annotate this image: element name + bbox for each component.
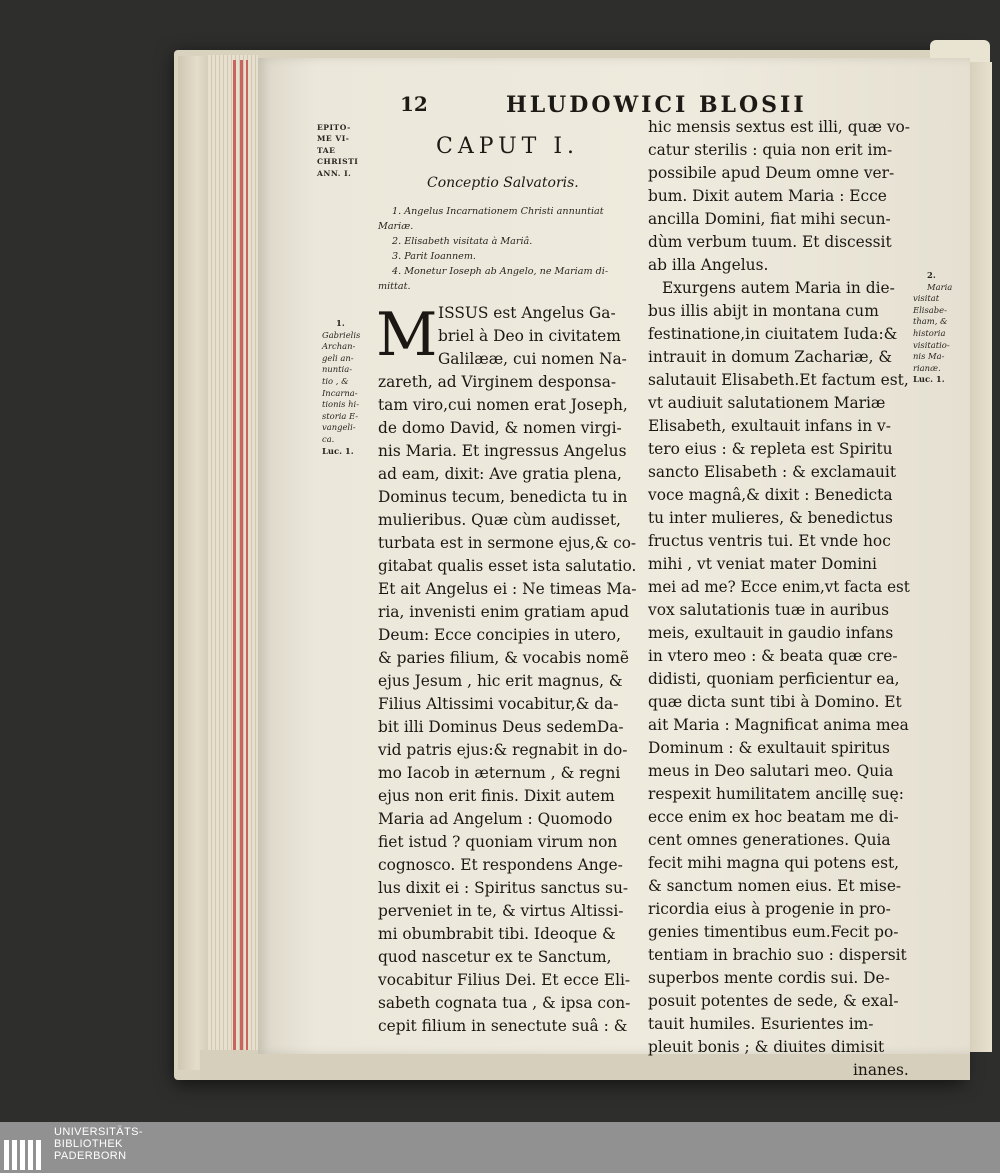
margin-note-line: tham, & <box>913 316 948 327</box>
summary-line: 4. Monetur Ioseph ab Angelo, ne Mariam di- <box>392 266 609 277</box>
text-line: Galilææ, cui nomen Na- <box>438 350 627 368</box>
text-line: Et ait Angelus ei : Ne timeas Ma- <box>378 580 637 598</box>
text-line: superbos mente cordis sui. De- <box>648 969 890 987</box>
text-line: hic mensis sextus est illi, quæ vo- <box>648 118 910 136</box>
text-line: inanes. <box>853 1061 909 1079</box>
margin-note-line: ca. <box>322 433 335 444</box>
text-line: meis, exultauit in gaudio infans <box>648 624 894 642</box>
text-line: Elisabeth, exultauit infans in v- <box>648 417 891 435</box>
text-line: in vtero meo : & beata quæ cre- <box>648 647 898 665</box>
margin-note-line: Archan- <box>322 341 356 352</box>
text-line: de domo David, & nomen virgi- <box>378 419 622 437</box>
text-line: quæ dicta sunt tibi à Domino. Et <box>648 693 902 711</box>
text-line: lus dixit ei : Spiritus sanctus su- <box>378 879 629 897</box>
text-line: festinatione,in ciuitatem Iuda:& <box>648 325 898 343</box>
text-line: tauit humiles. Esurientes im- <box>648 1015 874 1033</box>
text-line: & sanctum nomen eius. Et mise- <box>648 877 902 895</box>
summary-line: 3. Parit Ioannem. <box>392 251 476 262</box>
summary-line: Mariæ. <box>378 221 414 232</box>
margin-note-line: 2. <box>927 270 936 280</box>
text-line: fructus ventris tui. Et vnde hoc <box>648 532 891 550</box>
text-line: posuit potentes de sede, & exal- <box>648 992 899 1010</box>
text-line: catur sterilis : quia non erit im- <box>648 141 893 159</box>
summary-line: mittat. <box>378 281 411 292</box>
text-line: ab illa Angelus. <box>648 256 769 274</box>
text-line: dùm verbum tuum. Et discessit <box>648 233 892 251</box>
text-line: Filius Altissimi vocabitur,& da- <box>378 695 619 713</box>
text-line: quod nascetur ex te Sanctum, <box>378 948 612 966</box>
text-line: voce magnâ,& dixit : Benedicta <box>648 486 893 504</box>
running-head: HLUDOWICI BLOSII <box>506 92 807 118</box>
library-bars-icon <box>4 1126 48 1170</box>
text-line: ejus non erit finis. Dixit autem <box>378 787 615 805</box>
text-line: ad eam, dixit: Ave gratia plena, <box>378 465 622 483</box>
text-line: possibile apud Deum omne ver- <box>648 164 895 182</box>
margin-note-line: visitatio- <box>913 339 950 350</box>
text-line: nis Maria. Et ingressus Angelus <box>378 442 627 460</box>
text-line: mi obumbrabit tibi. Ideoque & <box>378 925 616 943</box>
text-line: vt audiuit salutationem Mariæ <box>648 394 886 412</box>
margin-note-line: Incarna- <box>322 387 358 398</box>
text-line: sabeth cognata tua , & ipsa con- <box>378 994 631 1012</box>
text-line: intrauit in domum Zachariæ, & <box>648 348 893 366</box>
text-line: tentiam in brachio suo : dispersit <box>648 946 907 964</box>
text-line: Deum: Ecce concipies in utero, <box>378 626 621 644</box>
text-line: cepit filium in senectute suâ : & <box>378 1017 628 1035</box>
text-line: Dominus tecum, benedicta tu in <box>378 488 628 506</box>
margin-note-annunciation <box>322 318 360 457</box>
margin-note-line: Luc. 1. <box>322 445 354 456</box>
drop-cap: M <box>376 300 438 370</box>
text-line: bus illis abijt in montana cum <box>648 302 879 320</box>
text-line: mulieribus. Quæ cùm audisset, <box>378 511 621 529</box>
text-line: vid patris ejus:& regnabit in do- <box>378 741 628 759</box>
text-line: vox salutationis tuæ in auribus <box>648 601 890 619</box>
margin-note-line: nuntia- <box>322 364 353 375</box>
margin-note-line: vangeli- <box>322 422 356 433</box>
text-line: cognosco. Et respondens Ange- <box>378 856 623 874</box>
text-line: ria, invenisti enim gratiam apud <box>378 603 629 621</box>
margin-note-line: tio , & <box>322 375 349 386</box>
margin-note-line: Luc. 1. <box>913 374 945 385</box>
margin-note-line: rianæ. <box>913 362 941 373</box>
margin-note-line: Gabrielis <box>322 329 361 340</box>
text-line: tero eius : & repleta est Spiritu <box>648 440 893 458</box>
text-line: mei ad me? Ecce enim,vt facta est <box>648 578 910 596</box>
logo-line: BIBLIOTHEK <box>54 1138 123 1150</box>
red-page-edge <box>233 60 236 1052</box>
margin-note-line: Elisabe- <box>913 304 947 315</box>
text-column-right <box>648 116 910 1082</box>
summary-line: 1. Angelus Incarnationem Christi annuntiat <box>392 206 604 217</box>
text-line: briel à Deo in civitatem <box>438 327 621 345</box>
text-line: genies timentibus eum.Fecit po- <box>648 923 899 941</box>
margin-note-visitation <box>913 270 952 386</box>
margin-caps-line: ANN. I. <box>317 168 352 178</box>
text-line: didisti, quoniam perficientur ea, <box>648 670 900 688</box>
text-line: salutauit Elisabeth.Et factum est, <box>648 371 909 389</box>
text-column-left <box>378 302 636 1038</box>
footer-bar <box>0 1122 1000 1173</box>
margin-note-line: visitat <box>913 293 940 304</box>
text-line: meus in Deo salutari meo. Quia <box>648 762 894 780</box>
red-page-edge <box>246 60 248 1052</box>
text-line: bum. Dixit autem Maria : Ecce <box>648 187 887 205</box>
margin-note-line: Maria <box>927 281 953 292</box>
logo-line: PADERBORN <box>54 1150 127 1162</box>
text-line: cent omnes generationes. Quia <box>648 831 891 849</box>
text-line: pleuit bonis ; & diuites dimisit <box>648 1038 885 1056</box>
margin-caps <box>317 122 358 179</box>
text-line: fiet istud ? quoniam virum non <box>378 833 618 851</box>
margin-caps-line: TAE <box>317 145 336 155</box>
margin-caps-line: EPITO- <box>317 123 351 132</box>
margin-note-line: nis Ma- <box>913 351 945 362</box>
text-line: ecce enim ex hoc beatam me di- <box>648 808 899 826</box>
text-line: Maria ad Angelum : Quomodo <box>378 810 613 828</box>
text-line: sancto Elisabeth : & exclamauit <box>648 463 897 481</box>
text-line: tu inter mulieres, & benedictus <box>648 509 893 527</box>
margin-note-line: historia <box>913 327 946 338</box>
chapter-summary <box>378 204 640 294</box>
text-line: Exurgens autem Maria in die- <box>662 279 895 297</box>
text-line: mihi , vt veniat mater Domini <box>648 555 877 573</box>
margin-note-line: 1. <box>336 318 345 328</box>
text-line: tam viro,cui nomen erat Joseph, <box>378 396 628 414</box>
margin-caps-line: CHRISTI <box>317 157 359 167</box>
text-line: fecit mihi magna qui potens est, <box>648 854 900 872</box>
text-line: turbata est in sermone ejus,& co- <box>378 534 637 552</box>
summary-line: 2. Elisabeth visitata à Mariâ. <box>392 236 533 247</box>
folio-number: 12 <box>400 92 428 116</box>
library-logo-text <box>54 1126 143 1162</box>
text-line: & paries filium, & vocabis nomẽ <box>378 649 629 667</box>
chapter-subtitle: Conceptio Salvatoris. <box>427 175 579 191</box>
text-line: ancilla Domini, fiat mihi secun- <box>648 210 891 228</box>
text-line: bit illi Dominus Deus sedemDa- <box>378 718 624 736</box>
red-page-edge <box>240 60 243 1052</box>
text-line: ait Maria : Magnificat anima mea <box>648 716 909 734</box>
chapter-heading: CAPUT I. <box>436 134 580 159</box>
text-line: mo Iacob in æternum , & regni <box>378 764 621 782</box>
margin-note-line: geli an- <box>322 352 354 363</box>
text-line: Dominum : & exultauit spiritus <box>648 739 890 757</box>
margin-caps-line: ME VI- <box>317 134 350 144</box>
text-line: perveniet in te, & virtus Altissi- <box>378 902 624 920</box>
text-line: gitabat qualis esset ista salutatio. <box>378 557 637 575</box>
text-line: zareth, ad Virginem desponsa- <box>378 373 617 391</box>
text-line: respexit humilitatem ancillę suę: <box>648 785 904 803</box>
margin-note-line: tionis hi- <box>322 399 360 410</box>
text-line: ISSUS est Angelus Ga- <box>438 304 616 322</box>
logo-line: UNIVERSITÄTS- <box>54 1126 143 1138</box>
text-line: ejus Jesum , hic erit magnus, & <box>378 672 623 690</box>
book-spine <box>178 56 210 1070</box>
text-line: vocabitur Filius Dei. Et ecce Eli- <box>378 971 631 989</box>
text-line: ricordia eius à progenie in pro- <box>648 900 891 918</box>
margin-note-line: storia E- <box>322 410 359 421</box>
